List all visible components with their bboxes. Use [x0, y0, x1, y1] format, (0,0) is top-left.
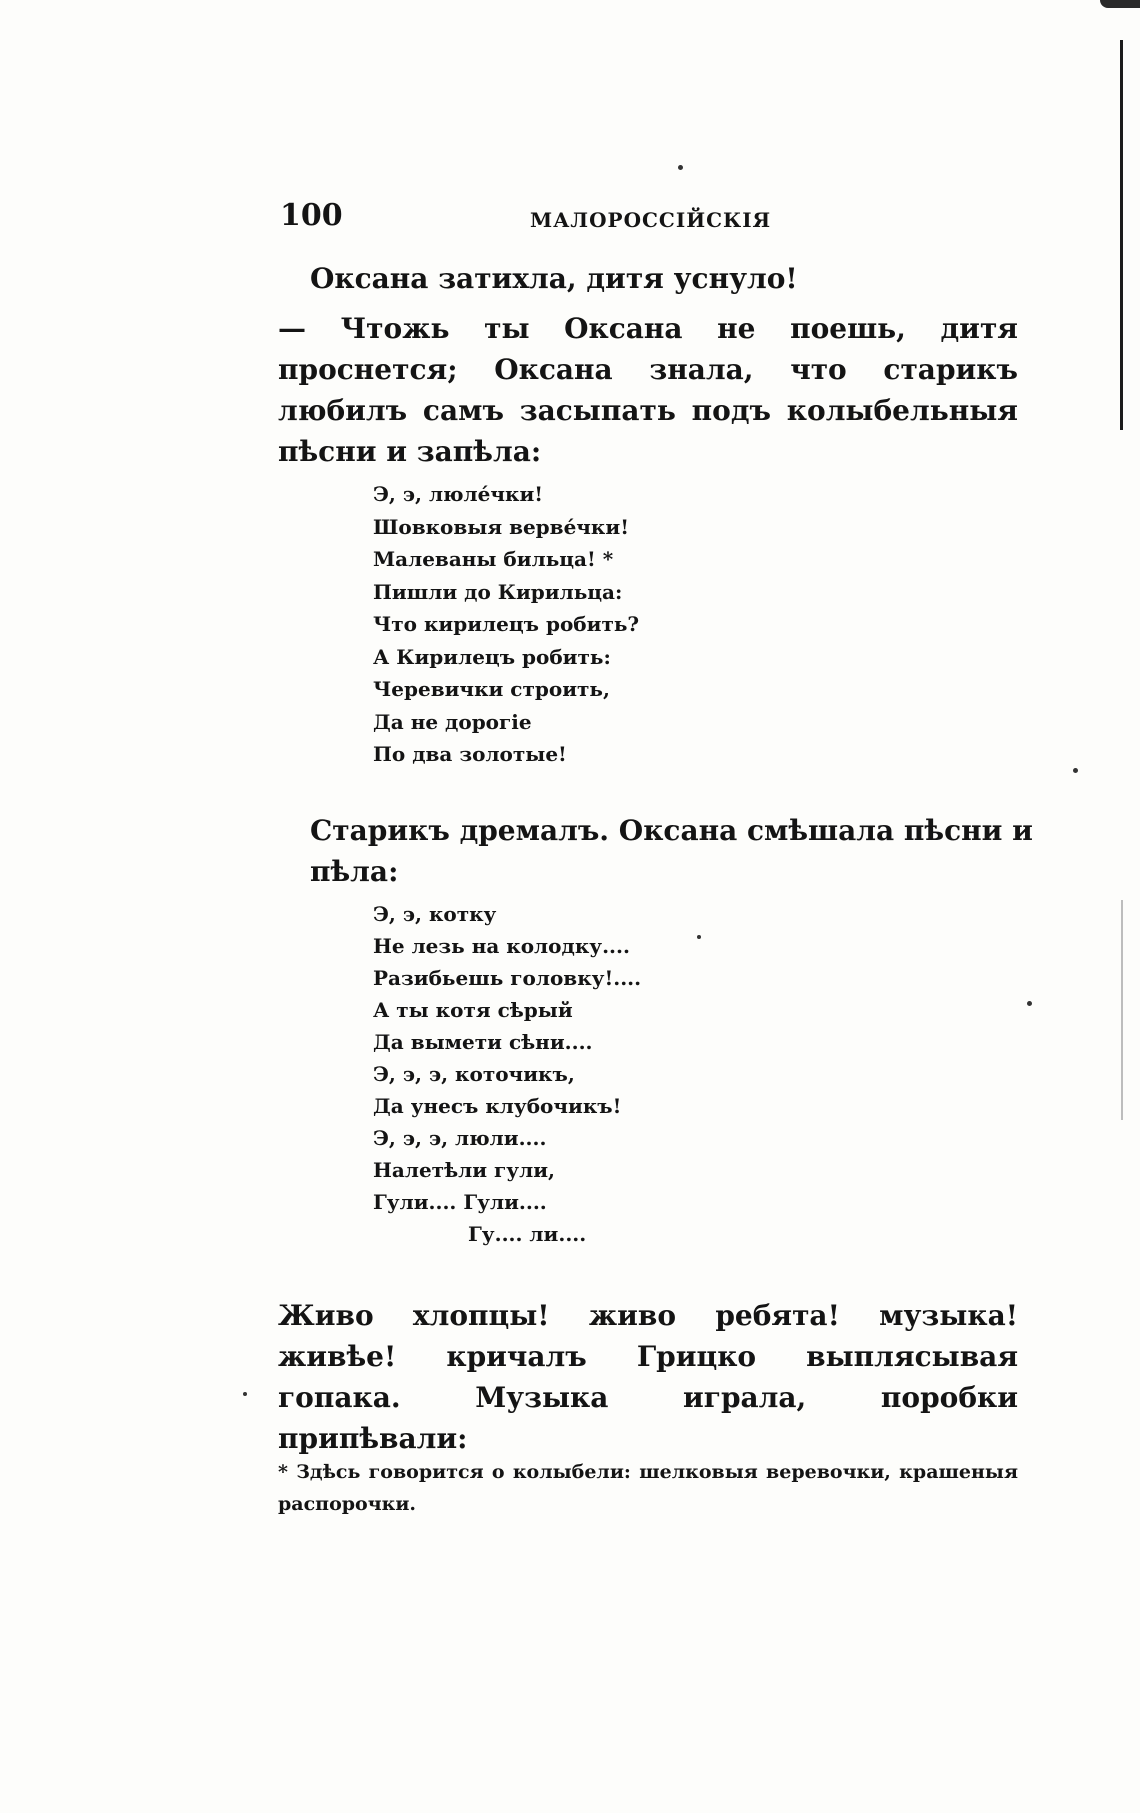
page-edge-shadow [1120, 40, 1123, 430]
verse-line: Разибьешь головку!.... [373, 966, 642, 990]
paragraph-1: Оксана затихла, дитя уснуло! [310, 262, 798, 295]
paragraph-2: — Чтожь ты Оксана не поешь, дитя проснется; Оксана знала, что старикъ любилъ самъ засыпать подъ колыбельныя пѣсни и запѣла: [278, 312, 1018, 468]
verse-lullaby-2 [373, 898, 641, 1250]
verse-line: По два золотые! [373, 742, 567, 766]
verse-line: Не лезь на колодку.... [373, 934, 630, 958]
paragraph-6: Живо хлопцы! живо ребята! музыка! живѣе! кричалъ Грицко выплясывая гопака. Музыка играла, поробки припѣвали: [278, 1299, 1018, 1455]
verse-line: Да не дорогіе [373, 709, 532, 734]
verse-line: Налетѣли гули, [373, 1158, 555, 1182]
scan-speck [1027, 1001, 1032, 1006]
running-title: МАЛОРОССІЙСКІЯ [530, 208, 772, 232]
verse-line: А Кирилецъ робить: [373, 644, 611, 669]
verse-lullaby-1 [373, 478, 639, 771]
verse-line: Пишли до Кирильца: [373, 579, 623, 604]
verse-line: Э, э, котку [373, 902, 497, 926]
page-edge-shadow-light [1121, 900, 1123, 1120]
verse-line: Да унесъ клубочикъ! [373, 1094, 622, 1118]
verse-line: А ты котя сѣрый [373, 998, 573, 1022]
scan-speck [1073, 768, 1078, 773]
scan-speck [243, 1392, 247, 1396]
verse-line: Э, э, э, коточикъ, [373, 1062, 575, 1086]
verse-line: Гули.... Гули.... [373, 1190, 547, 1214]
verse-line: Шовковыя верве́чки! [373, 514, 629, 539]
verse-line: Гу.... ли.... [468, 1222, 587, 1246]
verse-line: Что кирилецъ робить? [373, 612, 640, 636]
verse-line: Малеваны бильца! * [373, 547, 614, 571]
paragraph-4: Старикъ дремалъ. Оксана смѣшала пѣсни и пѣла: [310, 814, 1033, 888]
scan-blot [1100, 0, 1140, 8]
footnote: * Здѣсь говорится о колыбели: шелковыя веревочки, крашеныя распорочки. [278, 1461, 1018, 1515]
verse-line: Черевички строить, [373, 677, 610, 701]
verse-line: Да вымети сѣни.... [373, 1030, 593, 1054]
page-number: 100 [280, 198, 343, 233]
scan-speck [697, 935, 701, 939]
verse-line: Э, э, э, люли.... [373, 1126, 547, 1150]
verse-line: Э, э, люле́чки! [373, 482, 544, 506]
scan-speck [678, 165, 683, 170]
